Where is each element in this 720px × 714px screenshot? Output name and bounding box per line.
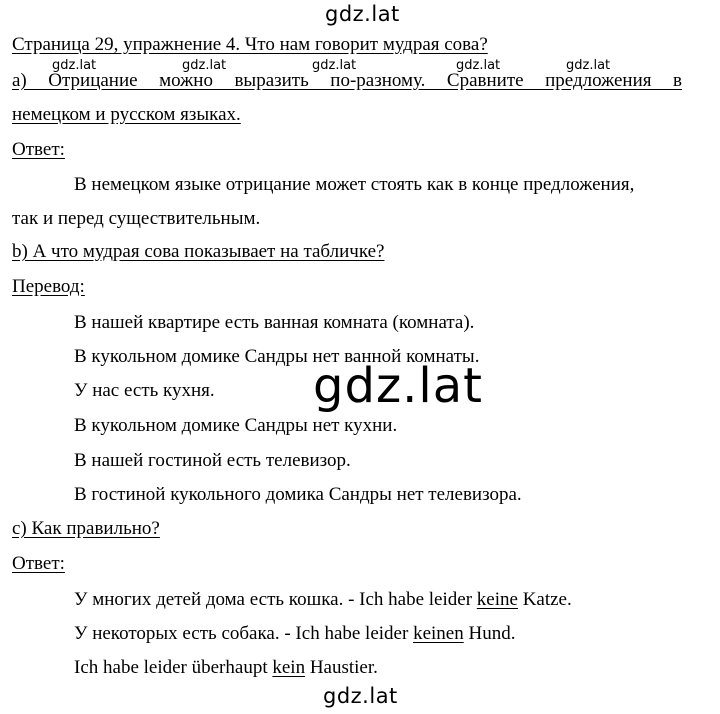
answer-c-text: У некоторых есть собака. - Ich habe leider xyxy=(74,623,414,644)
answer-c-text: Haustier. xyxy=(305,657,378,678)
page-header: Страница 29, упражнение 4. Что нам говорит мудрая сова? xyxy=(12,34,488,55)
translation-sentence: В гостиной кукольного домика Сандры нет телевизора. xyxy=(74,484,522,505)
watermark-small: gdz.lat xyxy=(566,58,611,73)
answer-c-text: Hund. xyxy=(463,623,516,644)
task-a-line1: a) Отрицание можно выразить по-разному. Сравните предложения в xyxy=(12,70,682,91)
task-a-line2: немецком и русском языках. xyxy=(12,104,241,125)
answer-a-line2: так и перед существительным. xyxy=(12,208,261,229)
answer-a-line1: В немецком языке отрицание может стоять как в конце предложения, xyxy=(74,174,635,195)
answer-c-text: Katze. xyxy=(517,589,572,610)
task-c-question: c) Как правильно? xyxy=(12,518,160,539)
answer-label-c: Ответ: xyxy=(12,553,65,574)
answer-c-line xyxy=(74,589,572,611)
watermark-small: gdz.lat xyxy=(182,58,227,73)
answer-c-keyword: kein xyxy=(272,657,306,678)
answer-label-a: Ответ: xyxy=(12,139,65,160)
translation-sentence: В нашей гостиной есть телевизор. xyxy=(74,450,351,471)
answer-c-text: У многих детей дома есть кошка. - Ich habe leider xyxy=(74,589,477,610)
watermark-top: gdz.lat xyxy=(325,2,400,26)
answer-c-keyword: keine xyxy=(476,589,518,610)
answer-c-keyword: keinen xyxy=(413,623,464,644)
translation-sentence: В кукольном домике Сандры нет ванной комнаты. xyxy=(74,346,480,367)
answer-c-line xyxy=(74,657,378,679)
watermark-center: gdz.lat xyxy=(313,358,483,414)
watermark-small: gdz.lat xyxy=(456,58,501,73)
translation-label: Перевод: xyxy=(12,276,85,297)
watermark-bottom: gdz.lat xyxy=(323,684,398,708)
translation-sentence: В нашей квартире есть ванная комната (комната). xyxy=(74,312,475,333)
watermark-small: gdz.lat xyxy=(312,58,357,73)
translation-sentence: В кукольном домике Сандры нет кухни. xyxy=(74,415,398,436)
translation-sentence: У нас есть кухня. xyxy=(74,380,215,401)
watermark-small: gdz.lat xyxy=(52,58,97,73)
answer-c-line xyxy=(74,623,515,645)
task-b-question: b) А что мудрая сова показывает на табличке? xyxy=(12,241,385,262)
answer-c-text: Ich habe leider überhaupt xyxy=(74,657,273,678)
